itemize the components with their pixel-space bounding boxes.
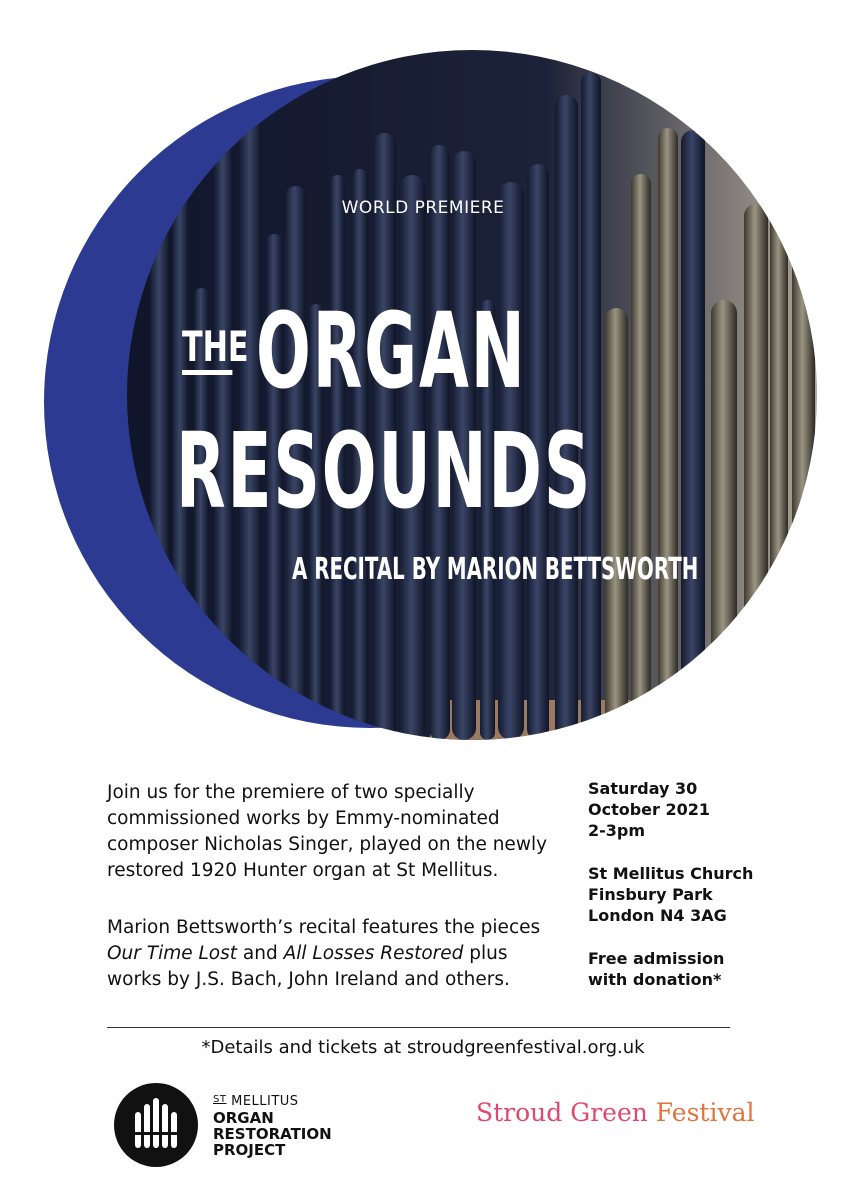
intro-paragraph: Join us for the premiere of two specially commissioned works by Emmy-nominated composer Nicholas Singer, played on the newly restored 1920 Hunter organ at St Mellitus. bbox=[107, 782, 548, 881]
venue-line-1: St Mellitus Church bbox=[588, 864, 754, 883]
organ-pipe bbox=[792, 129, 815, 740]
organ-pipes-emblem-icon bbox=[113, 1082, 199, 1168]
organ-pipe bbox=[658, 128, 678, 740]
title-resounds: RESOUNDS bbox=[176, 410, 593, 532]
piece-title-all-losses-restored: All Losses Restored bbox=[283, 943, 464, 964]
org-name-mellitus: MELLITUS bbox=[226, 1094, 299, 1109]
feature-paragraph bbox=[107, 915, 557, 993]
feature-text-mid: and bbox=[237, 943, 284, 964]
org-name-line-2: ORGAN bbox=[213, 1109, 274, 1127]
organ-pipe bbox=[150, 205, 170, 740]
org-name-text bbox=[213, 1092, 332, 1158]
organ-pipe bbox=[711, 300, 737, 740]
festival-name-part-1: Stroud Green bbox=[476, 1098, 648, 1127]
organ-pipe bbox=[631, 174, 651, 740]
date-line-1: Saturday 30 bbox=[588, 779, 698, 798]
org-name-line-4: PROJECT bbox=[213, 1141, 286, 1159]
venue-line-3: London N4 3AG bbox=[588, 906, 727, 925]
recital-subtitle: A RECITAL BY MARION BETTSWORTH bbox=[292, 552, 699, 587]
organ-pipe bbox=[822, 212, 836, 740]
admission-line-1: Free admission bbox=[588, 949, 725, 968]
date-time-block bbox=[588, 778, 788, 841]
title-line-1 bbox=[182, 290, 692, 412]
tickets-footnote: *Details and tickets at stroudgreenfestival.org.uk bbox=[201, 1037, 645, 1058]
event-details bbox=[588, 778, 788, 1012]
piece-title-our-time-lost: Our Time Lost bbox=[107, 943, 238, 964]
org-name-st: ST bbox=[213, 1094, 227, 1105]
admission-line-2: with donation* bbox=[588, 970, 722, 989]
title-organ: ORGAN bbox=[256, 290, 527, 412]
date-line-2: October 2021 bbox=[588, 800, 711, 819]
divider bbox=[107, 1027, 730, 1028]
stroud-green-festival-logo bbox=[476, 1098, 754, 1127]
org-name-line-3: RESTORATION bbox=[213, 1125, 332, 1143]
organ-restoration-project-logo bbox=[113, 1082, 413, 1172]
organ-pipe bbox=[581, 72, 601, 740]
venue-line-2: Finsbury Park bbox=[588, 885, 713, 904]
festival-name-part-2: Festival bbox=[655, 1098, 755, 1127]
venue-block bbox=[588, 863, 788, 926]
feature-text-after: plus works by J.S. Bach, John Ireland and others. bbox=[107, 943, 510, 990]
org-name-line-1 bbox=[213, 1092, 332, 1110]
world-premiere-kicker: WORLD PREMIERE bbox=[341, 198, 505, 218]
feature-text-before: Marion Bettsworth’s recital features the pieces bbox=[107, 917, 541, 938]
title-the: THE bbox=[182, 326, 232, 375]
admission-block bbox=[588, 948, 788, 990]
organ-pipe bbox=[744, 204, 768, 740]
time: 2-3pm bbox=[588, 821, 646, 840]
organ-pipe bbox=[681, 130, 705, 740]
